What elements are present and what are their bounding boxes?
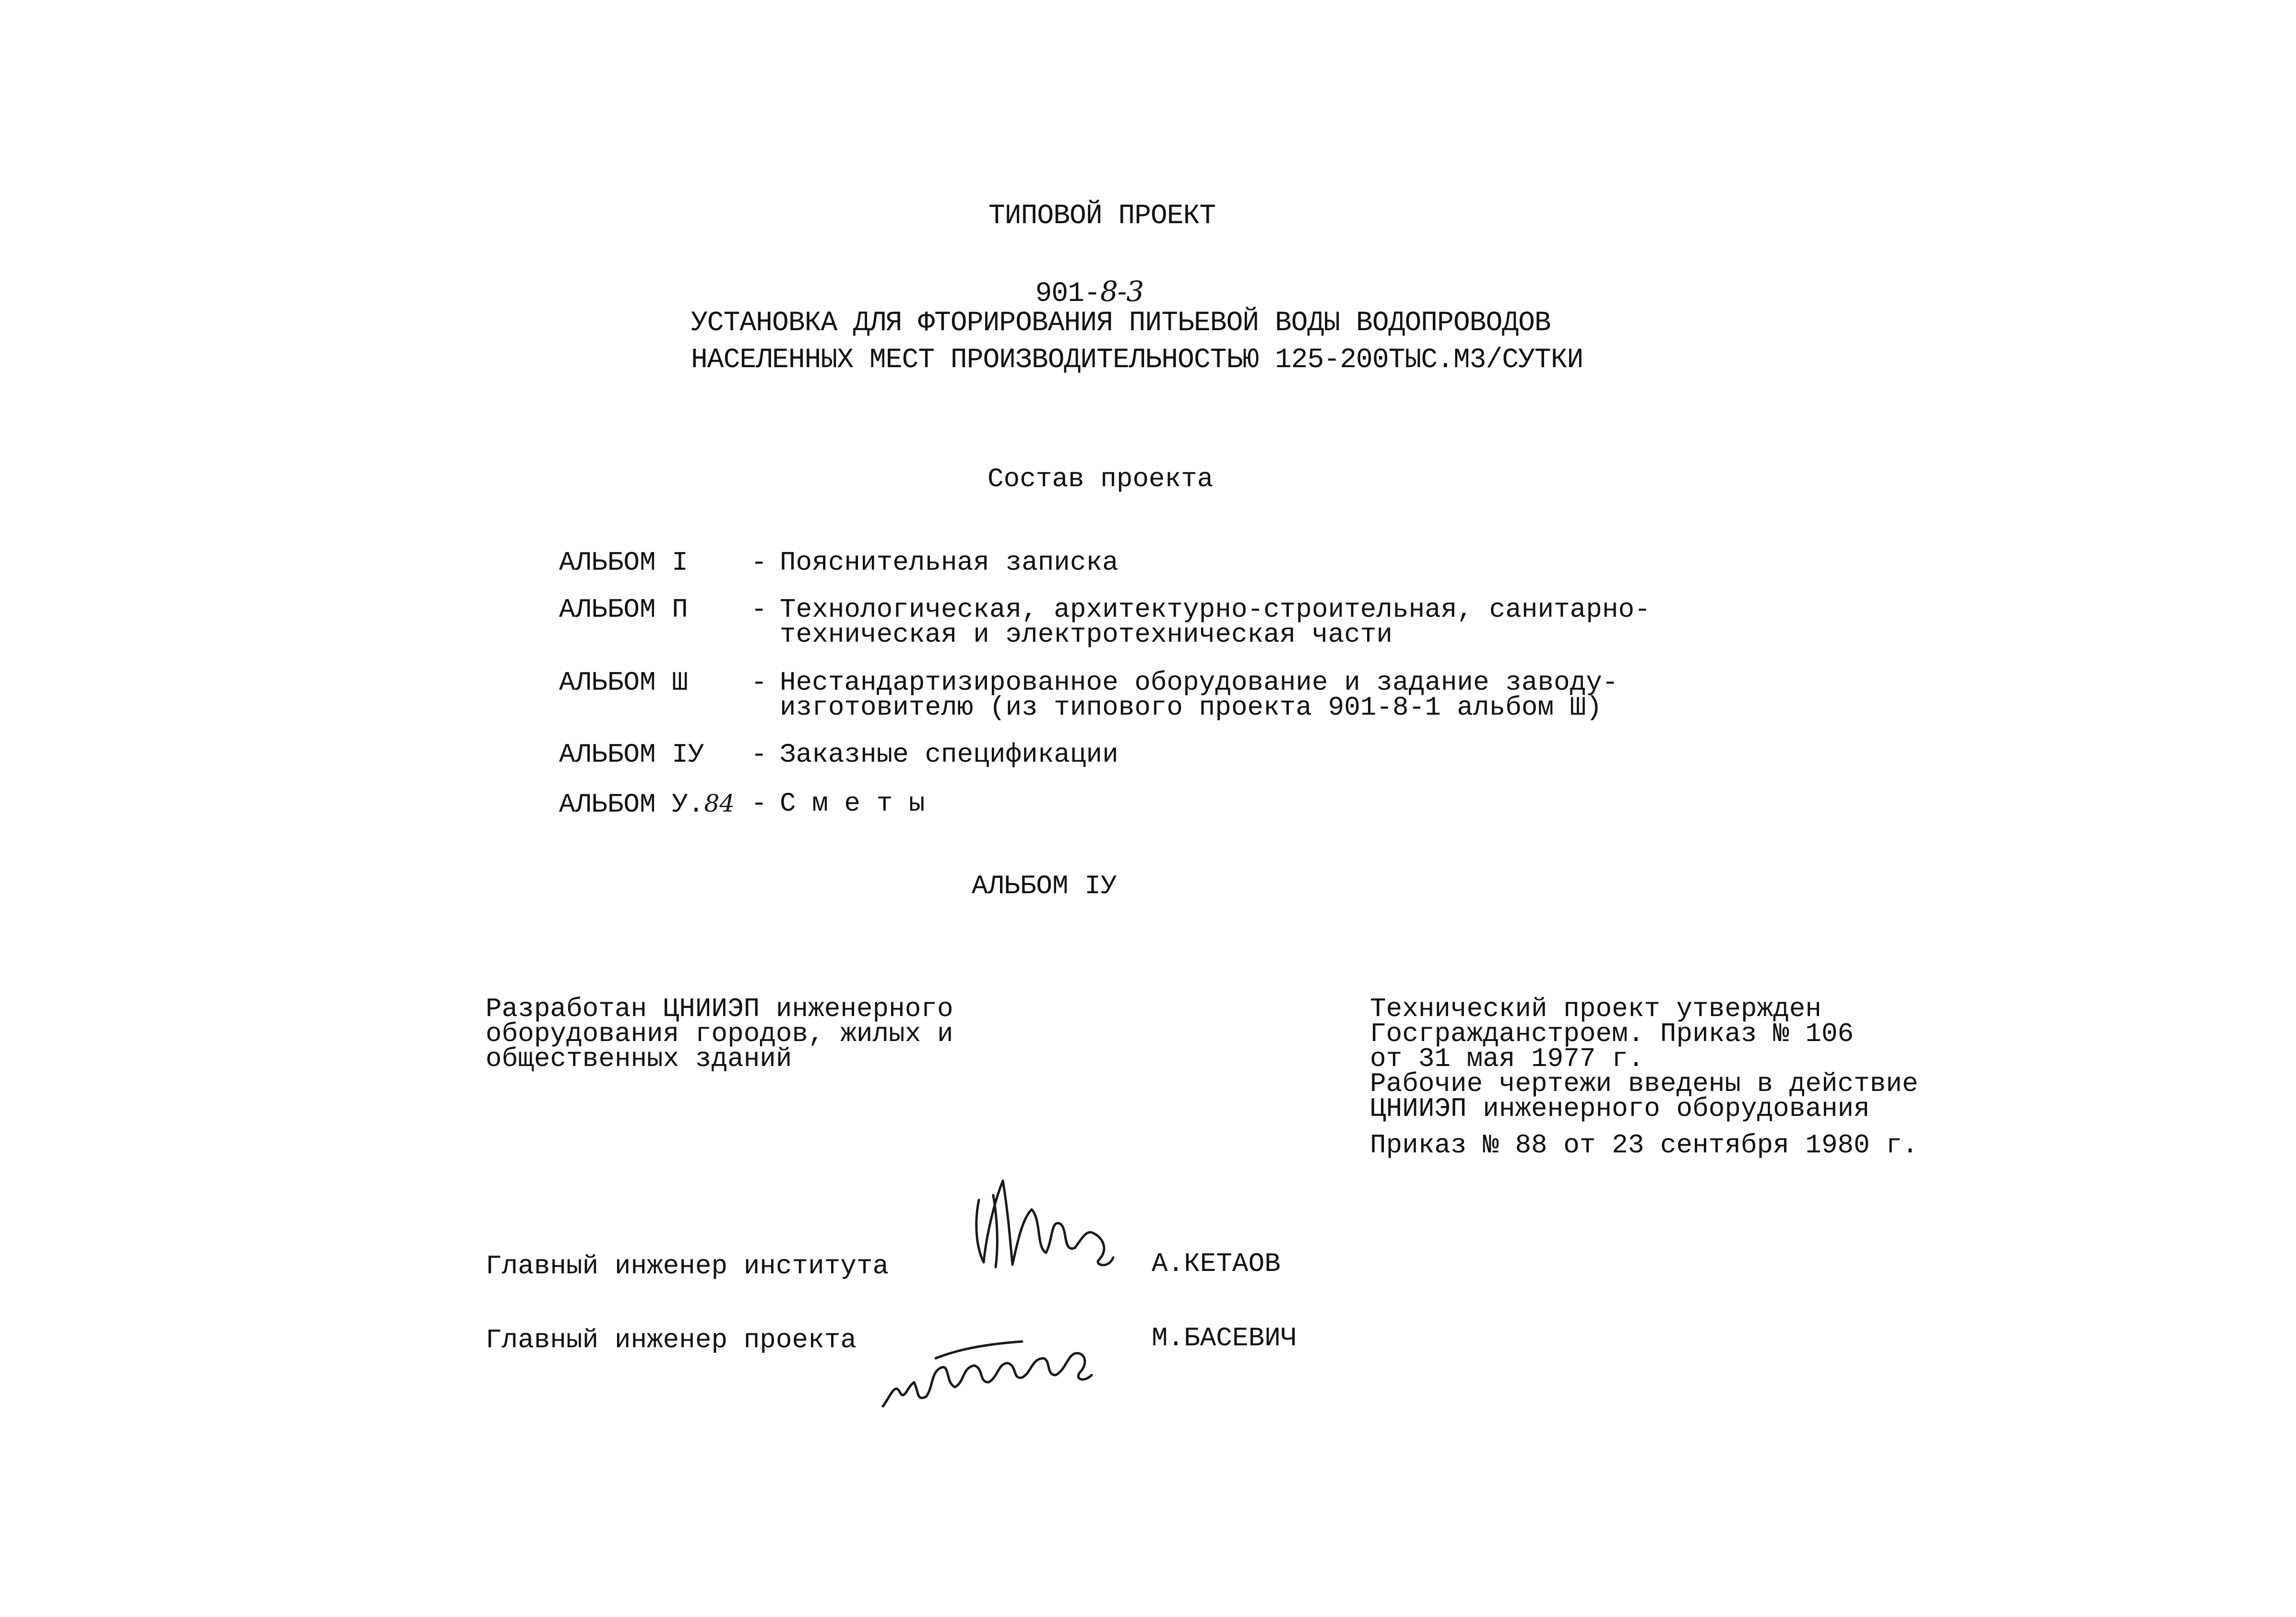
handwritten-signature [878,1330,1099,1416]
developer-line: Разработан ЦНИИЭП инженерного [486,994,953,1024]
signatory-name: М.БАСЕВИЧ [1152,1323,1297,1353]
album-description: Заказные спецификации [780,739,1118,770]
handwritten-signature [964,1166,1118,1277]
approval-order-line: Приказ № 88 от 23 сентября 1980 г. [1370,1130,1918,1161]
project-number [1003,250,1143,308]
signatory-name: А.КЕТАОВ [1152,1248,1281,1279]
title-line-2: НАСЕЛЕННЫХ МЕСТ ПРОИЗВОДИТЕЛЬНОСТЬЮ 125-200ТЫС.М3/СУТКИ [691,345,1583,376]
dash: - [751,739,767,770]
approval-line: ЦНИИЭП инженерного оборудования [1370,1093,1870,1124]
approval-block [1370,994,1918,1124]
project-number-typed: 901- [1035,278,1100,310]
album-label-typed: АЛЬБОМ У. [559,789,704,820]
dash: - [751,667,767,698]
approval-line: Госгражданстроем. Приказ № 106 [1370,1018,1854,1049]
album-label: АЛЬБОМ I [559,547,688,578]
developer-line: общественных зданий [486,1043,792,1074]
approval-line: от 31 мая 1977 г. [1370,1043,1644,1074]
signature-role: Главный инженер института [486,1251,889,1282]
album-description-line: техническая и электротехническая части [780,619,1393,650]
series-label: ТИПОВОЙ ПРОЕКТ [988,201,1216,232]
album-label: АЛЬБОМ П [559,594,688,625]
project-number-handwritten: 8-3 [1100,275,1144,308]
album-description: Пояснительная записка [780,547,1118,578]
developer-line: оборудования городов, жилых и [486,1018,953,1049]
dash: - [751,547,767,578]
title-line-1: УСТАНОВКА ДЛЯ ФТОРИРОВАНИЯ ПИТЬЕВОЙ ВОДЫ ВОДОПРОВОДОВ [691,308,1551,339]
composition-heading: Состав проекта [987,464,1213,494]
album-label-handwritten: 84 [704,790,735,817]
album-description [780,667,1618,723]
album-description [780,594,1651,650]
approval-line: Рабочие чертежи введены в действие [1370,1068,1918,1099]
album-description-line: изготовителю (из типового проекта 901-8-1 альбом Ш) [780,692,1602,723]
album-label: АЛЬБОМ IУ [559,739,704,770]
current-album: АЛЬБОМ IУ [972,871,1117,901]
developer-block [486,994,953,1074]
album-description-line: Нестандартизированное оборудование и задание заводу- [780,667,1618,698]
album-label [559,789,735,820]
album-label: АЛЬБОМ Ш [559,667,688,698]
dash: - [751,788,767,819]
signature-role: Главный инженер проекта [486,1325,857,1355]
album-description: С м е т ы [780,788,925,819]
dash: - [751,594,767,625]
approval-line: Технический проект утвержден [1370,994,1821,1024]
album-description-line: Технологическая, архитектурно-строительная, санитарно- [780,594,1651,625]
